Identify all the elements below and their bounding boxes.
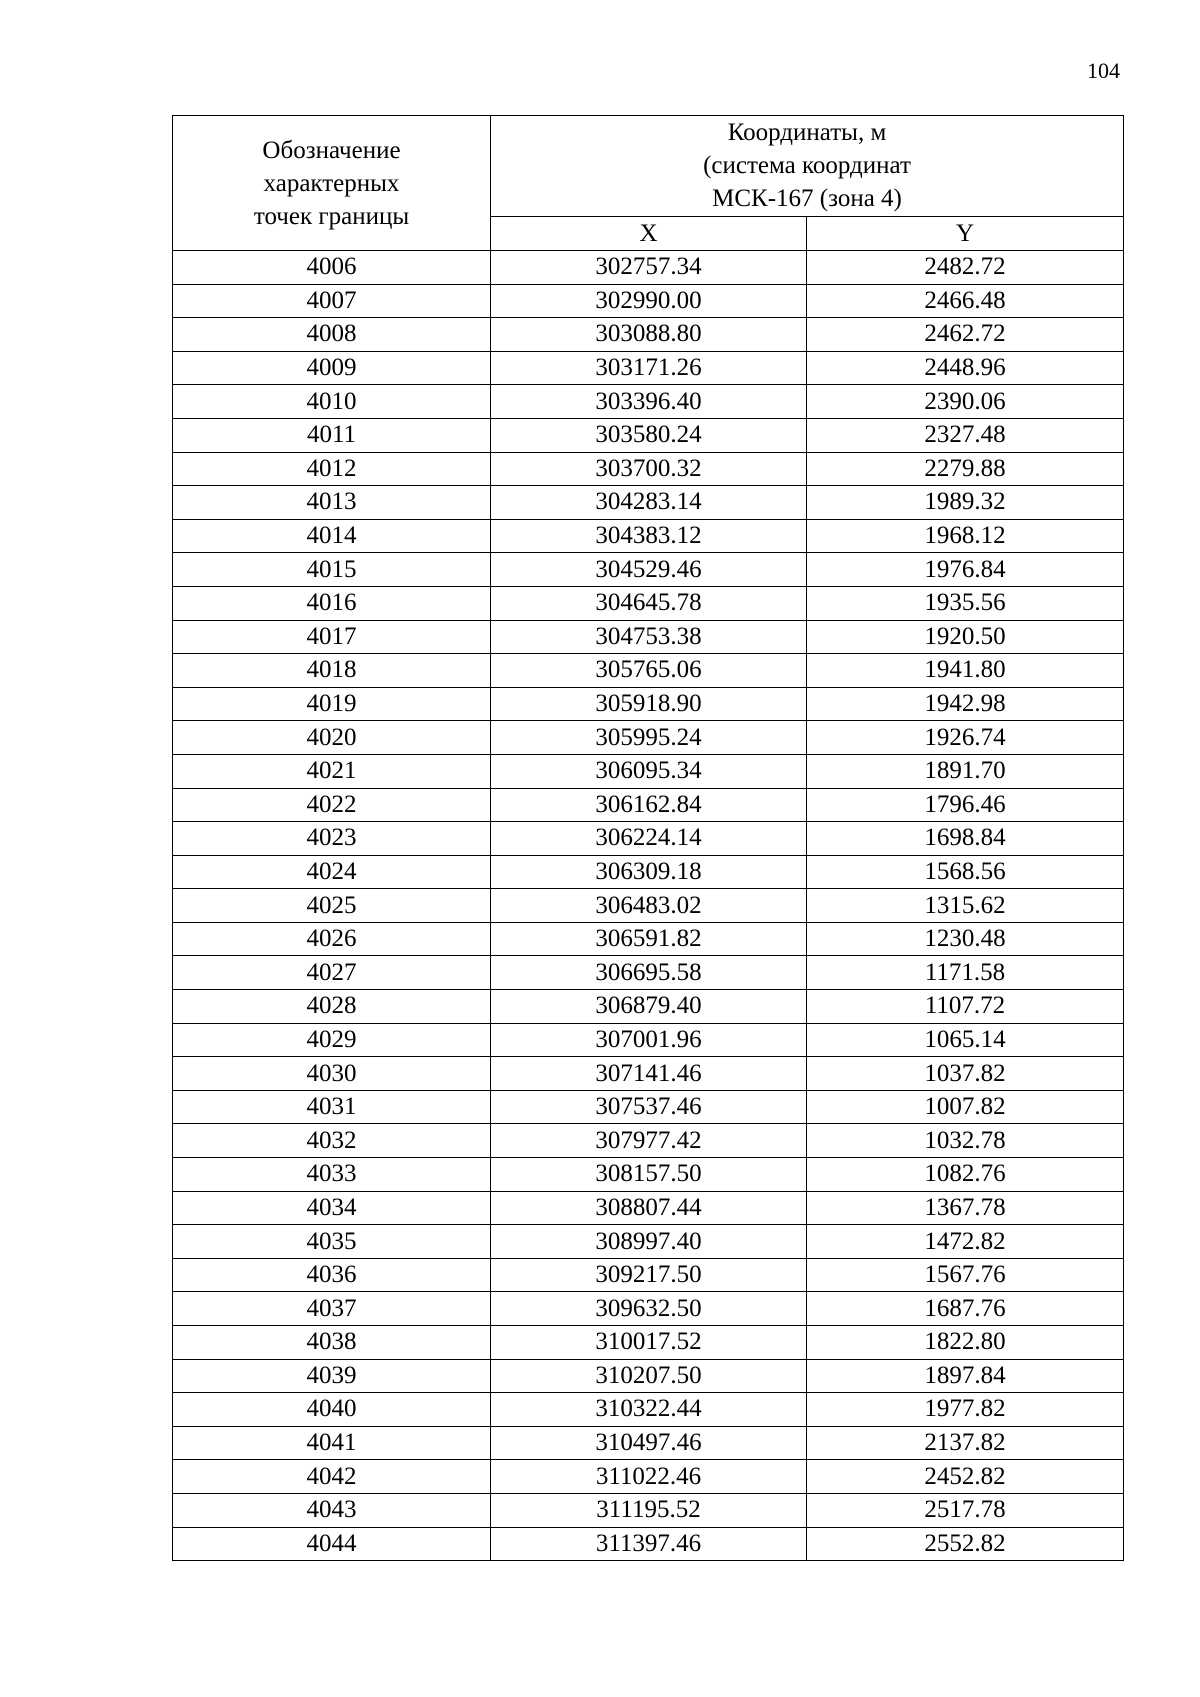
point-cell: 4038 (173, 1326, 491, 1360)
point-cell: 4007 (173, 284, 491, 318)
y-cell: 1082.76 (807, 1158, 1124, 1192)
coordinates-table (172, 115, 1124, 1561)
y-cell: 1796.46 (807, 788, 1124, 822)
y-cell: 1976.84 (807, 553, 1124, 587)
table-row (173, 1393, 1124, 1427)
x-cell: 310497.46 (491, 1426, 807, 1460)
point-cell: 4035 (173, 1225, 491, 1259)
table-row (173, 788, 1124, 822)
x-cell: 307141.46 (491, 1057, 807, 1091)
table-row (173, 385, 1124, 419)
x-cell: 302757.34 (491, 251, 807, 285)
y-cell: 1567.76 (807, 1258, 1124, 1292)
table-row (173, 284, 1124, 318)
x-cell: 304383.12 (491, 519, 807, 553)
x-cell: 308157.50 (491, 1158, 807, 1192)
y-cell: 1822.80 (807, 1326, 1124, 1360)
table-row (173, 1258, 1124, 1292)
table-row (173, 486, 1124, 520)
point-cell: 4044 (173, 1527, 491, 1561)
table-row (173, 351, 1124, 385)
header-x: X (491, 216, 807, 250)
y-cell: 2390.06 (807, 385, 1124, 419)
table-row (173, 1090, 1124, 1124)
header-row-top (173, 116, 1124, 217)
table-row (173, 956, 1124, 990)
table-row (173, 1359, 1124, 1393)
y-cell: 1367.78 (807, 1191, 1124, 1225)
y-cell: 1568.56 (807, 855, 1124, 889)
point-cell: 4041 (173, 1426, 491, 1460)
point-cell: 4013 (173, 486, 491, 520)
x-cell: 303171.26 (491, 351, 807, 385)
table-row (173, 1527, 1124, 1561)
y-cell: 1989.32 (807, 486, 1124, 520)
x-cell: 305765.06 (491, 654, 807, 688)
point-cell: 4033 (173, 1158, 491, 1192)
x-cell: 305918.90 (491, 687, 807, 721)
x-cell: 303700.32 (491, 452, 807, 486)
header-y: Y (807, 216, 1124, 250)
header-point-designation: Обозначение характерных точек границы (173, 116, 491, 251)
y-cell: 1007.82 (807, 1090, 1124, 1124)
table-row (173, 822, 1124, 856)
x-cell: 304283.14 (491, 486, 807, 520)
point-cell: 4037 (173, 1292, 491, 1326)
table-row (173, 586, 1124, 620)
point-cell: 4006 (173, 251, 491, 285)
x-cell: 304645.78 (491, 586, 807, 620)
x-cell: 304753.38 (491, 620, 807, 654)
x-cell: 311195.52 (491, 1493, 807, 1527)
table-row (173, 1191, 1124, 1225)
table-row (173, 620, 1124, 654)
y-cell: 1230.48 (807, 922, 1124, 956)
x-cell: 308997.40 (491, 1225, 807, 1259)
x-cell: 306162.84 (491, 788, 807, 822)
table-row (173, 1023, 1124, 1057)
x-cell: 310322.44 (491, 1393, 807, 1427)
point-cell: 4027 (173, 956, 491, 990)
table-row (173, 721, 1124, 755)
point-cell: 4036 (173, 1258, 491, 1292)
y-cell: 1171.58 (807, 956, 1124, 990)
point-cell: 4034 (173, 1191, 491, 1225)
x-cell: 306879.40 (491, 990, 807, 1024)
point-cell: 4031 (173, 1090, 491, 1124)
x-cell: 303088.80 (491, 318, 807, 352)
x-cell: 305995.24 (491, 721, 807, 755)
table-row (173, 1057, 1124, 1091)
table-row (173, 1124, 1124, 1158)
x-cell: 306695.58 (491, 956, 807, 990)
x-cell: 309217.50 (491, 1258, 807, 1292)
point-cell: 4042 (173, 1460, 491, 1494)
x-cell: 306309.18 (491, 855, 807, 889)
point-cell: 4020 (173, 721, 491, 755)
point-cell: 4018 (173, 654, 491, 688)
table-row (173, 452, 1124, 486)
point-cell: 4028 (173, 990, 491, 1024)
y-cell: 2448.96 (807, 351, 1124, 385)
y-cell: 2279.88 (807, 452, 1124, 486)
table-header (173, 116, 1124, 251)
point-cell: 4017 (173, 620, 491, 654)
x-cell: 307977.42 (491, 1124, 807, 1158)
table-row (173, 990, 1124, 1024)
point-cell: 4010 (173, 385, 491, 419)
y-cell: 2452.82 (807, 1460, 1124, 1494)
point-cell: 4012 (173, 452, 491, 486)
x-cell: 308807.44 (491, 1191, 807, 1225)
y-cell: 1687.76 (807, 1292, 1124, 1326)
table-row (173, 553, 1124, 587)
x-cell: 311397.46 (491, 1527, 807, 1561)
x-cell: 306095.34 (491, 754, 807, 788)
point-cell: 4029 (173, 1023, 491, 1057)
y-cell: 1897.84 (807, 1359, 1124, 1393)
y-cell: 1472.82 (807, 1225, 1124, 1259)
point-cell: 4009 (173, 351, 491, 385)
y-cell: 1037.82 (807, 1057, 1124, 1091)
table-row (173, 1292, 1124, 1326)
x-cell: 309632.50 (491, 1292, 807, 1326)
table-row (173, 1493, 1124, 1527)
point-cell: 4008 (173, 318, 491, 352)
table-row (173, 519, 1124, 553)
table-row (173, 251, 1124, 285)
y-cell: 2482.72 (807, 251, 1124, 285)
header-coordinates: Координаты, м (система координат МСК-167 (зона 4) (491, 116, 1124, 217)
x-cell: 311022.46 (491, 1460, 807, 1494)
point-cell: 4022 (173, 788, 491, 822)
x-cell: 310017.52 (491, 1326, 807, 1360)
point-cell: 4026 (173, 922, 491, 956)
table-row (173, 1460, 1124, 1494)
point-cell: 4014 (173, 519, 491, 553)
y-cell: 2137.82 (807, 1426, 1124, 1460)
y-cell: 1032.78 (807, 1124, 1124, 1158)
table-row (173, 922, 1124, 956)
y-cell: 1065.14 (807, 1023, 1124, 1057)
y-cell: 2462.72 (807, 318, 1124, 352)
y-cell: 1935.56 (807, 586, 1124, 620)
y-cell: 2466.48 (807, 284, 1124, 318)
point-cell: 4039 (173, 1359, 491, 1393)
y-cell: 1977.82 (807, 1393, 1124, 1427)
table-row (173, 1426, 1124, 1460)
x-cell: 306483.02 (491, 889, 807, 923)
point-cell: 4040 (173, 1393, 491, 1427)
point-cell: 4024 (173, 855, 491, 889)
table-row (173, 654, 1124, 688)
point-cell: 4021 (173, 754, 491, 788)
point-cell: 4030 (173, 1057, 491, 1091)
x-cell: 303580.24 (491, 418, 807, 452)
x-cell: 310207.50 (491, 1359, 807, 1393)
y-cell: 1926.74 (807, 721, 1124, 755)
table-row (173, 889, 1124, 923)
table-body (173, 251, 1124, 1561)
point-cell: 4032 (173, 1124, 491, 1158)
x-cell: 304529.46 (491, 553, 807, 587)
y-cell: 1315.62 (807, 889, 1124, 923)
x-cell: 307537.46 (491, 1090, 807, 1124)
y-cell: 2517.78 (807, 1493, 1124, 1527)
y-cell: 1107.72 (807, 990, 1124, 1024)
table-row (173, 1326, 1124, 1360)
table-row (173, 418, 1124, 452)
page-number: 104 (1087, 58, 1120, 83)
y-cell: 1941.80 (807, 654, 1124, 688)
point-cell: 4025 (173, 889, 491, 923)
table-row (173, 855, 1124, 889)
point-cell: 4011 (173, 418, 491, 452)
y-cell: 1942.98 (807, 687, 1124, 721)
table-row (173, 1158, 1124, 1192)
table-row (173, 754, 1124, 788)
table-row (173, 1225, 1124, 1259)
point-cell: 4043 (173, 1493, 491, 1527)
x-cell: 306224.14 (491, 822, 807, 856)
point-cell: 4015 (173, 553, 491, 587)
y-cell: 1968.12 (807, 519, 1124, 553)
point-cell: 4019 (173, 687, 491, 721)
y-cell: 2552.82 (807, 1527, 1124, 1561)
table-row (173, 318, 1124, 352)
x-cell: 302990.00 (491, 284, 807, 318)
y-cell: 1891.70 (807, 754, 1124, 788)
table-row (173, 687, 1124, 721)
x-cell: 303396.40 (491, 385, 807, 419)
x-cell: 307001.96 (491, 1023, 807, 1057)
point-cell: 4016 (173, 586, 491, 620)
y-cell: 1920.50 (807, 620, 1124, 654)
x-cell: 306591.82 (491, 922, 807, 956)
y-cell: 2327.48 (807, 418, 1124, 452)
y-cell: 1698.84 (807, 822, 1124, 856)
point-cell: 4023 (173, 822, 491, 856)
